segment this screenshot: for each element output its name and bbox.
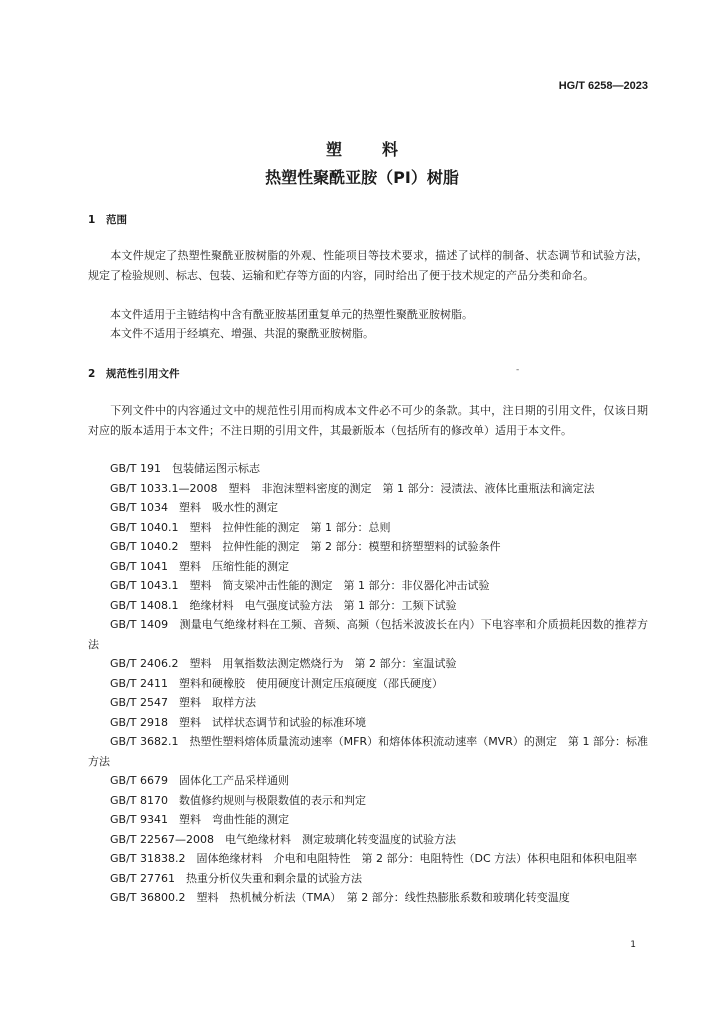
reference-item: GB/T 1409 测量电气绝缘材料在工频、音频、高频（包括米波波长在内）下电容率和介质损耗因数的推荐方法 bbox=[88, 618, 648, 651]
reference-item: GB/T 36800.2 塑料 热机械分析法（TMA） 第 2 部分：线性热膨胀系数和玻璃化转变温度 bbox=[110, 891, 570, 904]
reference-item: GB/T 9341 塑料 弯曲性能的测定 bbox=[110, 813, 289, 826]
reference-item: GB/T 3682.1 热塑性塑料熔体质量流动速率（MFR）和熔体体积流动速率（MVR）的测定 第 1 部分：标准方法 bbox=[88, 735, 648, 768]
section-2-heading bbox=[88, 366, 180, 381]
section-1-title: 范围 bbox=[106, 214, 127, 226]
reference-item: GB/T 2411 塑料和硬橡胶 使用硬度计测定压痕硬度（邵氏硬度） bbox=[110, 676, 443, 690]
reference-item: GB/T 191 包装储运图示标志 bbox=[110, 462, 260, 475]
page-number: 1 bbox=[630, 940, 636, 950]
title-char-1: 塑 bbox=[325, 140, 342, 159]
reference-item: GB/T 6679 固体化工产品采样通则 bbox=[110, 774, 289, 787]
section-1-number: 1 bbox=[88, 214, 96, 226]
reference-item: GB/T 1040.2 塑料 拉伸性能的测定 第 2 部分：模塑和挤塑塑料的试验条件 bbox=[110, 540, 501, 553]
reference-item: GB/T 8170 数值修约规则与极限数值的表示和判定 bbox=[110, 793, 366, 807]
section-1-heading bbox=[88, 212, 127, 227]
reference-list bbox=[88, 459, 648, 908]
scope-paragraph-2: 本文件适用于主链结构中含有酰亚胺基团重复单元的热塑性聚酰亚胺树脂。 bbox=[110, 308, 473, 321]
reference-item: GB/T 2406.2 塑料 用氧指数法测定燃烧行为 第 2 部分：室温试验 bbox=[110, 657, 457, 670]
reference-item: GB/T 1040.1 塑料 拉伸性能的测定 第 1 部分：总则 bbox=[110, 520, 391, 534]
reference-item: GB/T 1041 塑料 压缩性能的测定 bbox=[110, 559, 289, 573]
document-title: 热塑性聚酰亚胺（PI）树脂 bbox=[265, 168, 459, 187]
title-char-2: 料 bbox=[382, 140, 399, 159]
section-2-title: 规范性引用文件 bbox=[106, 368, 180, 380]
reference-item: GB/T 2547 塑料 取样方法 bbox=[110, 696, 256, 709]
reference-item: GB/T 1043.1 塑料 简支梁冲击性能的测定 第 1 部分：非仪器化冲击试验 bbox=[110, 579, 490, 592]
reference-item: GB/T 1034 塑料 吸水性的测定 bbox=[110, 501, 278, 514]
reference-item: GB/T 31838.2 固体绝缘材料 介电和电阻特性 第 2 部分：电阻特性（DC 方法）体积电阻和体积电阻率 bbox=[110, 852, 638, 865]
scope-paragraph-3: 本文件不适用于经填充、增强、共混的聚酰亚胺树脂。 bbox=[110, 327, 374, 340]
reference-item: GB/T 27761 热重分析仪失重和剩余量的试验方法 bbox=[110, 871, 362, 885]
reference-item: GB/T 1033.1—2008 塑料 非泡沫塑料密度的测定 第 1 部分：浸渍法、液体比重瓶法和滴定法 bbox=[110, 481, 595, 495]
reference-item: GB/T 22567—2008 电气绝缘材料 测定玻璃化转变温度的试验方法 bbox=[110, 832, 456, 846]
title-line-1 bbox=[0, 137, 724, 160]
standard-code: HG/T 6258—2023 bbox=[558, 80, 648, 92]
scope-paragraph-1: 本文件规定了热塑性聚酰亚胺树脂的外观、性能项目等技术要求，描述了试样的制备、状态调节和试验方法，规定了检验规则、标志、包装、运输和贮存等方面的内容，同时给出了便于技术规定的产品分类和命名。 bbox=[88, 249, 648, 282]
stray-mark: - bbox=[516, 365, 520, 375]
section-2-number: 2 bbox=[88, 368, 96, 380]
reference-item: GB/T 1408.1 绝缘材料 电气强度试验方法 第 1 部分：工频下试验 bbox=[110, 598, 457, 612]
normative-intro: 下列文件中的内容通过文中的规范性引用而构成本文件必不可少的条款。其中，注日期的引用文件，仅该日期对应的版本适用于本文件；不注日期的引用文件，其最新版本（包括所有的修改单）适用于本文件。 bbox=[88, 404, 648, 437]
reference-item: GB/T 2918 塑料 试样状态调节和试验的标准环境 bbox=[110, 715, 366, 729]
